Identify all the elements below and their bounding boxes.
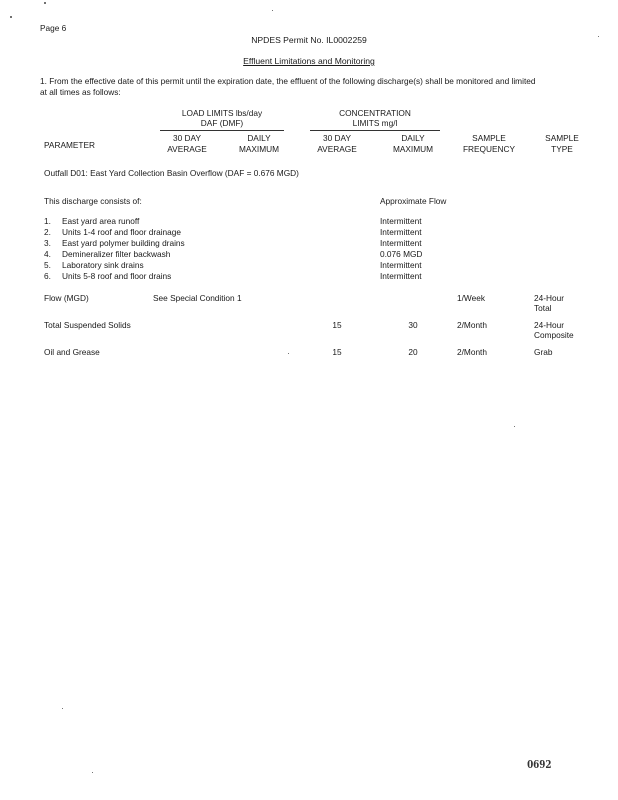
type-cell-1: 24-Hour: [534, 293, 564, 303]
sample-type-heading-2: TYPE: [551, 144, 573, 154]
conc-avg-heading-2: AVERAGE: [317, 144, 357, 154]
page-number: Page 6: [40, 23, 67, 33]
scan-speck: [10, 16, 12, 18]
load-max-heading-1: DAILY: [247, 133, 271, 143]
list-item-name: Units 1-4 roof and floor drainage: [62, 227, 181, 237]
conc-max-cell: 20: [408, 347, 418, 357]
list-item-name: Demineralizer filter backwash: [62, 249, 171, 259]
conc-avg-cell: 15: [332, 347, 342, 357]
section-title: Effluent Limitations and Monitoring: [243, 56, 375, 66]
scan-speck: [92, 772, 93, 773]
type-cell-1: Grab: [534, 347, 553, 357]
list-item-flow: Intermittent: [380, 260, 422, 270]
list-item-number: 4.: [44, 249, 51, 259]
list-item-number: 5.: [44, 260, 51, 270]
scan-speck: [288, 353, 289, 354]
discharge-heading: This discharge consists of:: [44, 196, 142, 206]
page-stamp: 0692: [527, 758, 552, 771]
list-item-flow: Intermittent: [380, 271, 422, 281]
list-item-name: Laboratory sink drains: [62, 260, 144, 270]
parameter-cell: Flow (MGD): [44, 293, 89, 303]
conc-limits-units: LIMITS mg/l: [352, 118, 398, 128]
frequency-cell: 2/Month: [457, 320, 487, 330]
approximate-flow-heading: Approximate Flow: [380, 196, 447, 206]
conc-avg-cell: 15: [332, 320, 342, 330]
list-item-flow: Intermittent: [380, 227, 422, 237]
list-item-number: 6.: [44, 271, 51, 281]
frequency-cell: 1/Week: [457, 293, 485, 303]
scan-speck: [514, 426, 515, 427]
load-limits-rule: [160, 130, 284, 131]
conc-max-heading-2: MAXIMUM: [392, 144, 434, 154]
type-cell-2: Total: [534, 303, 552, 313]
outfall-title: Outfall D01: East Yard Collection Basin Overflow (DAF = 0.676 MGD): [44, 168, 299, 178]
scan-speck: [62, 708, 63, 709]
conc-limits-heading: CONCENTRATION: [339, 108, 411, 118]
load-limits-heading: LOAD LIMITS lbs/day: [181, 108, 263, 118]
sample-type-heading-1: SAMPLE: [545, 133, 579, 143]
intro-line-2: at all times as follows:: [40, 87, 121, 97]
parameter-cell: Oil and Grease: [44, 347, 100, 357]
scan-speck: [272, 10, 273, 11]
list-item-number: 3.: [44, 238, 51, 248]
type-cell-2: Composite: [534, 330, 574, 340]
parameter-cell: Total Suspended Solids: [44, 320, 131, 330]
list-item-number: 2.: [44, 227, 51, 237]
load-limits-daf: DAF (DMF): [200, 118, 244, 128]
conc-avg-heading-1: 30 DAY: [323, 133, 351, 143]
list-item-name: East yard polymer building drains: [62, 238, 185, 248]
list-item-number: 1.: [44, 216, 51, 226]
conc-max-cell: 30: [408, 320, 418, 330]
intro-line-1: 1. From the effective date of this permit until the expiration date, the effluent of the following discharge(s) shall be monitored and limited: [40, 76, 536, 86]
list-item-flow: Intermittent: [380, 238, 422, 248]
parameter-heading: PARAMETER: [44, 140, 96, 150]
scan-speck: [44, 2, 46, 4]
frequency-cell: 2/Month: [457, 347, 487, 357]
list-item-flow: Intermittent: [380, 216, 422, 226]
scan-speck: [598, 36, 599, 37]
load-max-heading-2: MAXIMUM: [238, 144, 280, 154]
conc-limits-rule: [310, 130, 440, 131]
sample-frequency-heading-1: SAMPLE: [472, 133, 506, 143]
sample-frequency-heading-2: FREQUENCY: [462, 144, 516, 154]
note-cell: See Special Condition 1: [153, 293, 242, 303]
permit-number: NPDES Permit No. IL0002259: [251, 35, 367, 45]
load-avg-heading-1: 30 DAY: [173, 133, 201, 143]
type-cell-1: 24-Hour: [534, 320, 564, 330]
list-item-name: Units 5-8 roof and floor drains: [62, 271, 172, 281]
load-avg-heading-2: AVERAGE: [167, 144, 207, 154]
list-item-flow: 0.076 MGD: [380, 249, 423, 259]
conc-max-heading-1: DAILY: [401, 133, 425, 143]
list-item-name: East yard area runoff: [62, 216, 140, 226]
